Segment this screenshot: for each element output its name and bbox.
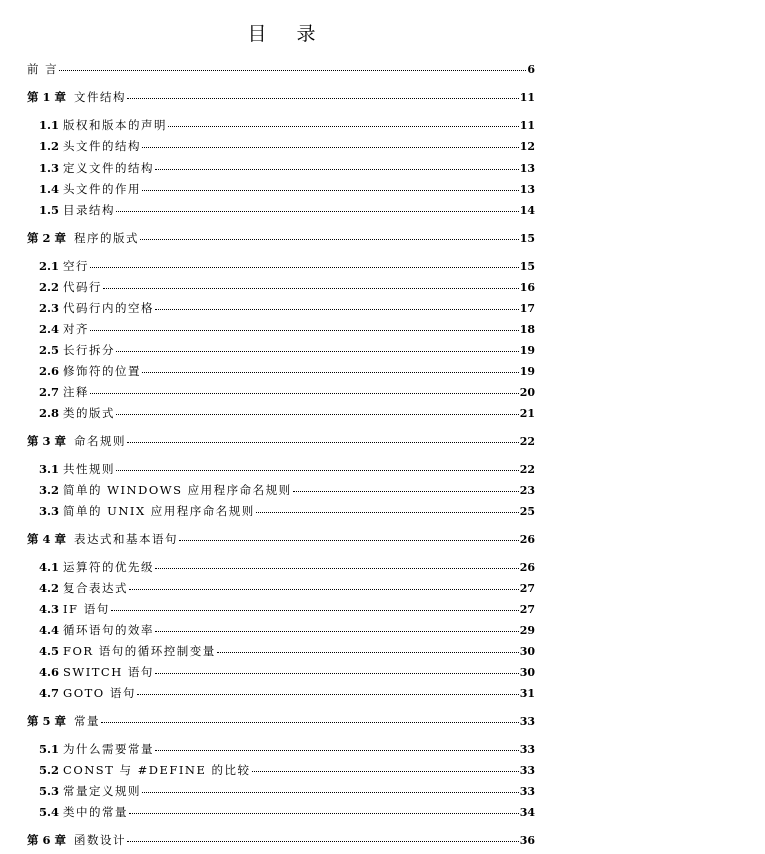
toc-section-entry[interactable]: [39, 202, 535, 218]
entry-title: 注释: [63, 385, 90, 399]
toc-section-entry[interactable]: [39, 664, 535, 680]
dot-leader: [116, 461, 519, 471]
entry-number: 2.4: [39, 322, 60, 336]
page-number: 20: [519, 386, 535, 399]
entry-title: 头文件的结构: [63, 139, 142, 153]
page-number: 33: [519, 764, 535, 777]
entry-title: 对齐: [63, 322, 90, 336]
entry-title: SWITCH 语句: [63, 665, 154, 679]
toc-section-entry[interactable]: [39, 138, 535, 154]
entry-number: 4.4: [39, 623, 60, 637]
page-number: 33: [519, 715, 535, 728]
toc-section-entry[interactable]: [39, 741, 535, 757]
page-number: 30: [519, 645, 535, 658]
entry-title: 运算符的优先级: [63, 560, 155, 574]
entry-title: 函数设计: [74, 833, 127, 847]
dot-leader: [127, 89, 519, 99]
entry-number: 1.3: [39, 161, 60, 175]
toc-chapter-entry[interactable]: [27, 832, 535, 848]
page-number: 17: [519, 302, 535, 315]
dot-leader: [142, 783, 519, 793]
page-number: 11: [519, 119, 535, 132]
dot-leader: [217, 643, 519, 653]
page-number: 15: [519, 260, 535, 273]
page-number: 18: [519, 323, 535, 336]
page-number: 23: [519, 484, 535, 497]
dot-leader: [90, 384, 519, 394]
entry-number: 2.2: [39, 280, 60, 294]
entry-number: 3.3: [39, 504, 60, 518]
entry-title: 空行: [63, 259, 90, 273]
dot-leader: [179, 531, 519, 541]
page-number: 11: [519, 91, 535, 104]
entry-number: 3.2: [39, 483, 60, 497]
page-number: 15: [519, 232, 535, 245]
entry-number: 1.1: [39, 118, 60, 132]
toc-section-entry[interactable]: [39, 384, 535, 400]
page-number: 36: [519, 834, 535, 847]
dot-leader: [142, 363, 519, 373]
entry-title: 版权和版本的声明: [63, 118, 168, 132]
toc-section-entry[interactable]: [39, 321, 535, 337]
entry-title: 代码行内的空格: [63, 301, 155, 315]
entry-title: 定义文件的结构: [63, 161, 155, 175]
toc-section-entry[interactable]: [39, 685, 535, 701]
page-number: 27: [519, 582, 535, 595]
entry-number: 2.5: [39, 343, 60, 357]
dot-leader: [129, 804, 519, 814]
dot-leader: [155, 160, 519, 170]
dot-leader: [142, 138, 519, 148]
dot-leader: [59, 61, 526, 71]
toc-section-entry[interactable]: [39, 559, 535, 575]
entry-title: FOR 语句的循环控制变量: [63, 644, 216, 658]
toc-section-entry[interactable]: [39, 783, 535, 799]
page-number: 22: [519, 435, 535, 448]
entry-title: IF 语句: [63, 602, 110, 616]
entry-number: 3.1: [39, 462, 60, 476]
toc-section-entry[interactable]: [39, 580, 535, 596]
entry-title: 共性规则: [63, 462, 116, 476]
entry-number: 第 4 章: [27, 532, 75, 546]
entry-title: 命名规则: [74, 434, 127, 448]
toc-section-entry[interactable]: [39, 643, 535, 659]
page-title: 目 录: [247, 23, 328, 45]
dot-leader: [103, 279, 519, 289]
dot-leader: [127, 832, 519, 842]
page-number: 12: [519, 140, 535, 153]
toc-section-entry[interactable]: [39, 461, 535, 477]
entry-number: 2.8: [39, 406, 60, 420]
dot-leader: [155, 300, 519, 310]
dot-leader: [142, 181, 519, 191]
entry-number: 4.2: [39, 581, 60, 595]
toc-section-entry[interactable]: [39, 279, 535, 295]
page-number: 14: [519, 204, 535, 217]
entry-title: GOTO 语句: [63, 686, 136, 700]
dot-leader: [127, 433, 519, 443]
entry-number: 1.5: [39, 203, 60, 217]
toc-section-entry[interactable]: [39, 342, 535, 358]
dot-leader: [90, 258, 519, 268]
entry-number: 4.6: [39, 665, 60, 679]
dot-leader: [129, 580, 519, 590]
entry-title: 代码行: [63, 280, 103, 294]
page-number: 19: [519, 365, 535, 378]
entry-number: 1.4: [39, 182, 60, 196]
dot-leader: [155, 664, 519, 674]
page-number: 16: [519, 281, 535, 294]
dot-leader: [116, 202, 519, 212]
entry-title: 常量: [74, 714, 101, 728]
toc-chapter-entry[interactable]: [27, 713, 535, 729]
dot-leader: [155, 741, 519, 751]
page-number: 13: [519, 183, 535, 196]
entry-number: 4.7: [39, 686, 60, 700]
entry-title: 前 言: [27, 62, 59, 76]
entry-title: 复合表达式: [63, 581, 129, 595]
entry-title: 循环语句的效率: [63, 623, 155, 637]
entry-number: 4.5: [39, 644, 60, 658]
page-number: 26: [519, 561, 535, 574]
entry-number: 4.3: [39, 602, 60, 616]
page-number: 33: [519, 785, 535, 798]
entry-title: 修饰符的位置: [63, 364, 142, 378]
dot-leader: [293, 482, 519, 492]
toc-section-entry[interactable]: [39, 363, 535, 379]
entry-number: 2.1: [39, 259, 60, 273]
toc-chapter-entry[interactable]: [27, 531, 535, 547]
entry-number: 第 6 章: [27, 833, 75, 847]
dot-leader: [90, 321, 519, 331]
entry-title: 为什么需要常量: [63, 742, 155, 756]
page-number: 22: [519, 463, 535, 476]
page-number: 21: [519, 407, 535, 420]
page-number: 25: [519, 505, 535, 518]
entry-number: 第 1 章: [27, 90, 75, 104]
page-number: 27: [519, 603, 535, 616]
toc-chapter-entry[interactable]: [27, 61, 535, 77]
entry-number: 5.3: [39, 784, 60, 798]
toc-section-entry[interactable]: [39, 181, 535, 197]
entry-title: 文件结构: [74, 90, 127, 104]
toc-section-entry[interactable]: [39, 804, 535, 820]
entry-number: 2.7: [39, 385, 60, 399]
dot-leader: [155, 622, 519, 632]
toc-section-entry[interactable]: [39, 601, 535, 617]
entry-title: 头文件的作用: [63, 182, 142, 196]
dot-leader: [116, 342, 519, 352]
dot-leader: [140, 230, 519, 240]
page-number: 19: [519, 344, 535, 357]
entry-title: 程序的版式: [74, 231, 140, 245]
entry-number: 5.4: [39, 805, 60, 819]
entry-number: 5.2: [39, 763, 60, 777]
toc-section-entry[interactable]: [39, 160, 535, 176]
entry-title: 表达式和基本语句: [74, 532, 179, 546]
entry-number: 第 5 章: [27, 714, 75, 728]
entry-title: 简单的 UNIX 应用程序命名规则: [63, 504, 255, 518]
page-number: 30: [519, 666, 535, 679]
entry-title: 长行拆分: [63, 343, 116, 357]
page-number: 13: [519, 162, 535, 175]
dot-leader: [155, 559, 519, 569]
entry-number: 第 2 章: [27, 231, 75, 245]
page-number: 29: [519, 624, 535, 637]
toc-section-entry[interactable]: [39, 405, 535, 421]
dot-leader: [252, 762, 519, 772]
dot-leader: [101, 713, 519, 723]
toc-section-entry[interactable]: [39, 762, 535, 778]
toc-chapter-entry[interactable]: [27, 433, 535, 449]
entry-number: 2.6: [39, 364, 60, 378]
toc-chapter-entry[interactable]: [27, 89, 535, 105]
entry-number: 4.1: [39, 560, 60, 574]
toc-chapter-entry[interactable]: [27, 230, 535, 246]
page-number: 26: [519, 533, 535, 546]
dot-leader: [111, 601, 519, 611]
dot-leader: [137, 685, 519, 695]
entry-title: 类的版式: [63, 406, 116, 420]
dot-leader: [256, 503, 519, 513]
toc-section-entry[interactable]: [39, 503, 535, 519]
toc-section-entry[interactable]: [39, 117, 535, 133]
entry-title: 简单的 WINDOWS 应用程序命名规则: [63, 483, 292, 497]
page-number: 33: [519, 743, 535, 756]
entry-title: 目录结构: [63, 203, 116, 217]
page-number: 31: [519, 687, 535, 700]
dot-leader: [116, 405, 519, 415]
entry-title: 常量定义规则: [63, 784, 142, 798]
entry-number: 第 3 章: [27, 434, 75, 448]
toc-section-entry[interactable]: [39, 300, 535, 316]
dot-leader: [168, 117, 519, 127]
page-number: 34: [519, 806, 535, 819]
entry-title: 类中的常量: [63, 805, 129, 819]
toc-section-entry[interactable]: [39, 622, 535, 638]
entry-number: 2.3: [39, 301, 60, 315]
entry-title: CONST 与 #DEFINE 的比较: [63, 763, 251, 777]
entry-number: 5.1: [39, 742, 60, 756]
toc-section-entry[interactable]: [39, 482, 535, 498]
page-number: 6: [527, 63, 535, 76]
toc-section-entry[interactable]: [39, 258, 535, 274]
entry-number: 1.2: [39, 139, 60, 153]
